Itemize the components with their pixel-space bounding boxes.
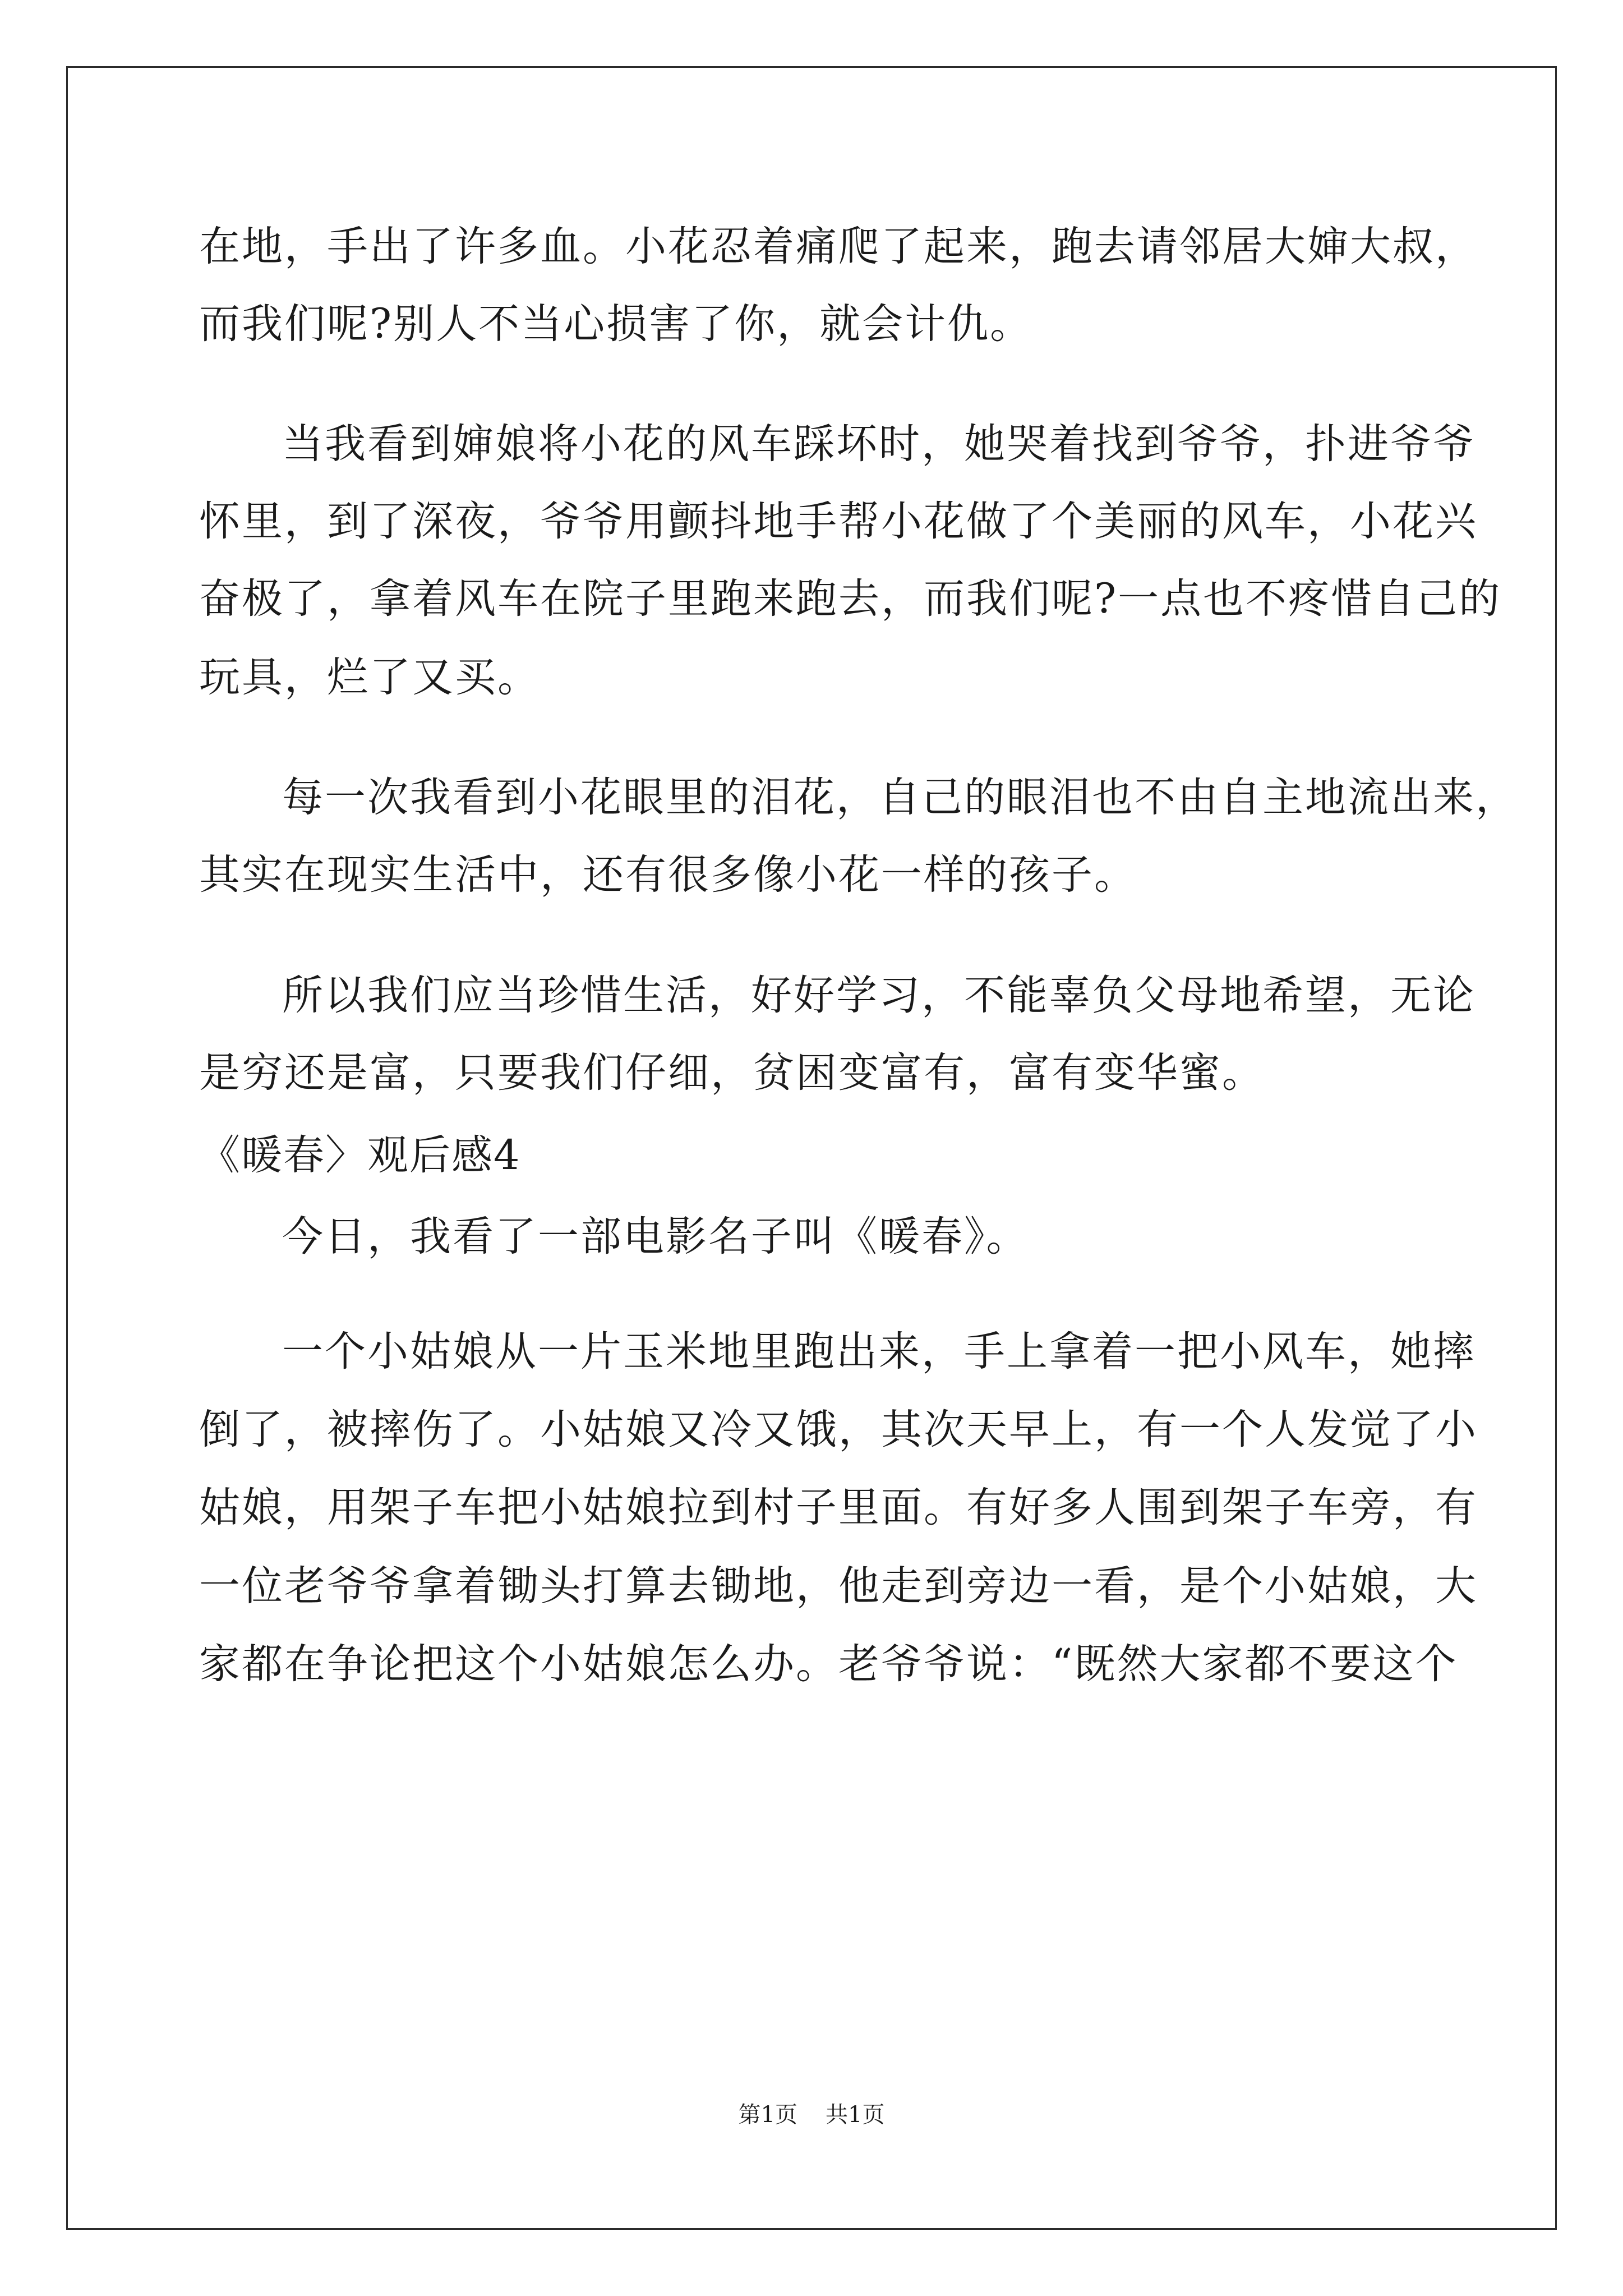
section-heading: 《暖春〉观后感4 xyxy=(199,1131,521,1179)
text-line: 家都在争论把这个小姑娘怎么办。老爷爷说：“既然大家都不要这个 xyxy=(199,1640,1458,1688)
text-line: 奋极了，拿着风车在院子里跑来跑去，而我们呢?一点也不疼惜自己的 xyxy=(199,575,1502,623)
text-line: 怀里，到了深夜，爷爷用颤抖地手帮小花做了个美丽的风车，小花兴 xyxy=(199,498,1478,545)
text-line: 是穷还是富，只要我们仔细，贫困变富有，富有变华蜜。 xyxy=(199,1049,1265,1097)
page-total: 共1页 xyxy=(826,2102,885,2128)
paragraph-first-line: 每一次我看到小花眼里的泪花，自己的眼泪也不由自主地流出来， xyxy=(282,774,1518,821)
page-footer xyxy=(0,2098,1623,2132)
text-line: 而我们呢?别人不当心损害了你，就会计仇。 xyxy=(199,300,1033,348)
page-number: 第1页 xyxy=(738,2102,797,2128)
text-line: 在地，手出了许多血。小花忍着痛爬了起来，跑去请邻居大婶大叔， xyxy=(199,223,1478,270)
text-line: 其实在现实生活中，还有很多像小花一样的孩子。 xyxy=(199,851,1137,899)
text-line: 倒了，被摔伤了。小姑娘又冷又饿，其次天早上，有一个人发觉了小 xyxy=(199,1406,1478,1453)
paragraph-first-line: 一个小姑娘从一片玉米地里跑出来，手上拿着一把小风车，她摔 xyxy=(282,1328,1476,1375)
paragraph-first-line: 当我看到婶娘将小花的风车踩坏时，她哭着找到爷爷，扑进爷爷 xyxy=(282,420,1476,468)
paragraph-first-line: 所以我们应当珍惜生活，好好学习，不能辜负父母地希望，无论 xyxy=(282,972,1476,1019)
paragraph-first-line: 今日，我看了一部电影名子叫《暖春》。 xyxy=(282,1213,1029,1260)
text-line: 姑娘，用架子车把小姑娘拉到村子里面。有好多人围到架子车旁，有 xyxy=(199,1484,1478,1531)
text-line: 一位老爷爷拿着锄头打算去锄地，他走到旁边一看，是个小姑娘，大 xyxy=(199,1562,1478,1610)
text-line: 玩具，烂了又买。 xyxy=(199,654,540,701)
